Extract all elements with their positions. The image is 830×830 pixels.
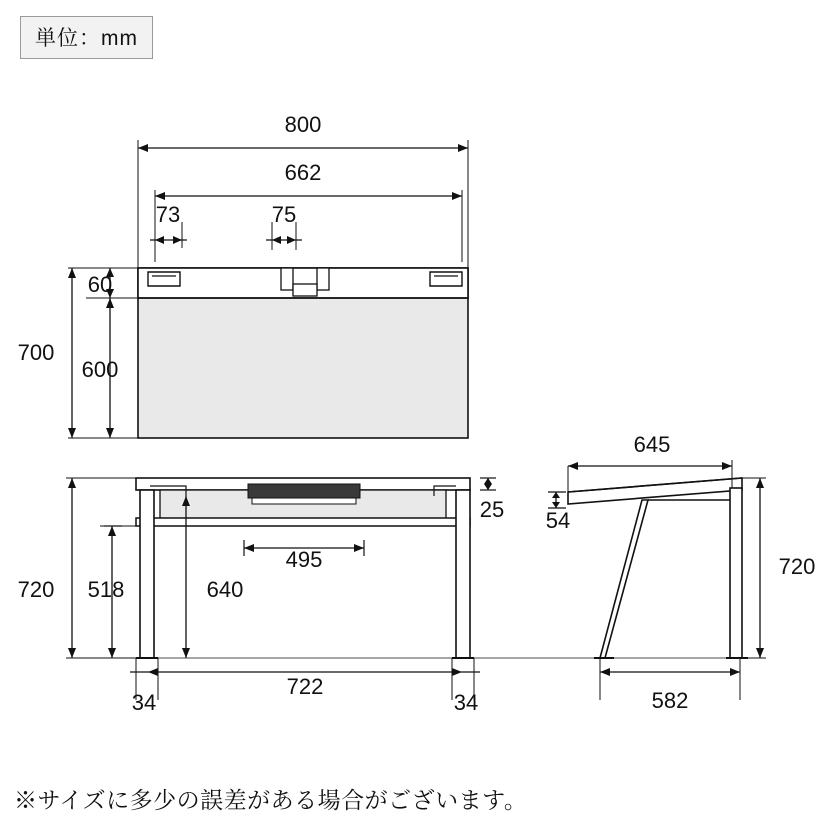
- dim-top-depth-front: 600: [81, 357, 119, 382]
- tolerance-note: ※サイズに多少の誤差がある場合がございます。: [14, 787, 528, 813]
- dim-front-foot-right: 34: [453, 690, 479, 715]
- dim-side-height: 720: [778, 554, 816, 579]
- dim-top-left-offset: 73: [155, 202, 181, 227]
- dim-front-top-thickness: 25: [479, 497, 505, 522]
- dim-side-top-width: 645: [633, 432, 671, 457]
- dim-top-inner-width: 662: [284, 160, 322, 185]
- dim-front-tray-width: 495: [285, 547, 323, 572]
- dim-front-leg-clear: 518: [87, 577, 125, 602]
- dim-top-overall-width: 800: [284, 112, 322, 137]
- dim-front-foot-left: 34: [131, 690, 157, 715]
- unit-label: 単位：mm: [20, 16, 153, 59]
- dim-front-base-span: 722: [286, 674, 324, 699]
- dim-side-base: 582: [651, 688, 689, 713]
- dim-top-depth-total: 700: [17, 340, 55, 365]
- dim-front-inner-span: 640: [206, 577, 244, 602]
- dim-front-height-total: 720: [17, 577, 55, 602]
- dim-side-top-thickness: 54: [545, 508, 571, 533]
- dim-top-mid-gap: 75: [271, 202, 297, 227]
- dim-top-depth-rear: 60: [87, 272, 113, 297]
